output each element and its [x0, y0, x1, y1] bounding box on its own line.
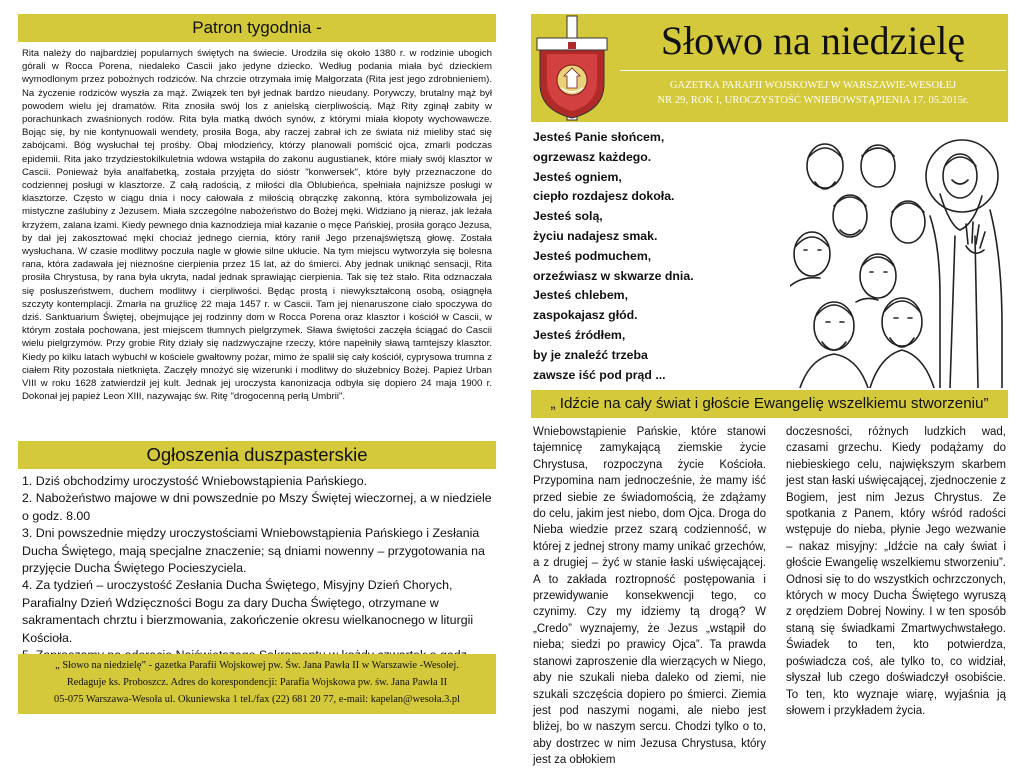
ascension-illustration [790, 126, 1008, 388]
announcement-item: 4. Za tydzień – uroczystość Zesłania Ducha Świętego, Misyjny Dzień Chorych, Parafialny Dzień Wdzięczności Bogu za dary Ducha Świętego, otrzymane w sakramentach chrztu i bierzmowania, zakończenie okresu wielkanocnego w liturgii Kościoła. [22, 578, 474, 645]
footer-line: „ Słowo na niedzielę” - gazetka Parafii Wojskowej pw. Św. Jana Pawła II w Warszawie -Wesołej. [55, 660, 459, 671]
poem [533, 128, 788, 385]
patron-header: Patron tygodnia - [192, 18, 322, 37]
newsletter-subtitle-1: GAZETKA PARAFII WOJSKOWEJ W WARSZAWIE-WESOŁEJ [669, 80, 957, 91]
poem-line: Jesteś źródłem, [533, 327, 626, 342]
poem-line: by je znaleźć trzeba [533, 347, 648, 362]
announcement-item: 3. Dni powszednie między uroczystościami Wniebowstąpienia Pańskiego i Zesłania Ducha Świętego, mają specjalne znaczenie; są dniami nowenny – przygotowania na przyjęcie Ducha Świętego Pocieszyciela. [22, 526, 485, 576]
announcements-header-bar [18, 441, 496, 469]
announcements-list [22, 473, 492, 682]
poem-line: zawsze iść pod prąd ... [533, 367, 666, 382]
poem-line: Jesteś Panie słońcem, [533, 130, 665, 144]
footer-line: 05-075 Warszawa-Wesoła ul. Okuniewska 1 tel./fax (22) 681 20 77, e-mail: kapelan@wesoła.3.pl [54, 694, 460, 705]
patron-text: Rita należy do najbardziej popularnych świętych na świecie. Urodziła się około 1380 r. w rodzinie ubogich górali w Rocca Porena, niedaleko Cascii jako jedyne dziecko. Według podania miała być dzieckiem wymodlonym przez pobożnych rodziców. Na chrzcie otrzymała imię Małgorzata (Rita jest jego zdrobnieniem). Na życzenie rodziców wyszła za mąż. Związek ten był jednak bardzo nieudany. Porywczy, brutalny mąż był powodem wielu jej dramatów. Rita znosiła swój los z anielską cierpliwością. Mąż Rity zginął zabity w porachunkach zwaśnionych rodów. Rita była matką dwóch synów, z którymi miała kłopoty wychowawcze. Bojąc się, by nie kontynuowali wendety, prosiła Boga, aby raczej zabrał ich ze świata niż mieliby stać się zabójcami. Bóg wysłuchał tej prośby. Obaj młodzieńcy, którzy planowali pomścić ojca, zmarli podczas epidemii. Rita jako trzydziestokilkuletnia wdowa wstąpiła do zakonu augustianek, które miały swój klasztor w Cascii. Ponieważ była analfabetką, została przyjęta do sióstr "konwersek", które były przeznaczone do codziennej posługi w klasztorze. Z całą radością, z miłości dla Oblubieńca, spełniała najniższe posługi w klasztorze. Często w ciągu dnia i nocy całowała z miłością obrączkę zakonną, która symbolizowała jej mistyczne zaślubiny z Jezusem. Miała szczególne nabożeństwo do Bożej męki. Widziano ją nieraz, jak leżała krzyżem, zalana łzami. Kiedy pewnego dnia kaznodzieja miał kazanie o męce Pańskiej, prosiła gorąco Jezusa, by dał jej zakosztować męki chociaż jednego ciernia, który ranił Jego przenajświętszą głowę. Została wysłuchana. W czasie modlitwy poczuła nagle w głowie silne ukłucie. Na tym miejscu wytworzyła się bolesna rana, która zadawała jej nieznośne cierpienia przez 15 lat, aż do śmierci. Aby jednak uniknąć sensacji, Rita prosiła Chrystusa, by rana była ukryta, nadal jednak sprawiając cierpienia. Tak się też stało. Rita odznaczała się posłuszeństwem, duchem modlitwy i cierpliwości. Będąc prostą i niewykształconą osobą, osiągnęła szczyty kontemplacji. Zmarła na gruźlicę 22 maja 1457 r. w Cascii. Tam jej nienaruszone ciało spoczywa do dziś. Sanktuarium Świętej, obejmujące jej rodzinny dom w Rocca Porena oraz klasztor i kościół w Cascii, w którym została pochowana, jest miejscem tłumnych pielgrzymek. Sława świętości zaczęła ściągać do Cascii wielu pielgrzymów. Przy grobie Rity działy się nadzwyczajne rzeczy, które napełniły sławą tamtejszy klasztor. Kiedy po kilku latach wybuchł w kościele gwałtowny pożar, mimo że spalił się cały kościół, cyprysowa trumna z ciałem Rity pozostała nietknięta. Zaczęły mnożyć się wizerunki i modlitwy do służebnicy Bożej. Papież Urban VIII w roku 1628 zatwierdził jej kult. Jednak jej uroczysta kanonizacja odbyła się dopiero 24 maja 1900 r. Dokonał jej papież Leon XIII, nazywając św. Ritę "drogocenną perłą Umbrii". [22, 48, 492, 403]
poem-line: zaspokajasz głód. [533, 308, 638, 323]
newsletter-title: Słowo na niedzielę [660, 18, 966, 63]
poem-line: Jesteś chlebem, [533, 288, 629, 303]
announcements-header: Ogłoszenia duszpasterskie [146, 444, 368, 465]
article-column-2: doczesności, różnych ludzkich wad, czasami grzechu. Kiedy podążamy do niebieskiego celu, największym skarbem jest stan łaski uświęcającej, zjednoczenie z Bogiem, jest nim Jezus Chrystus. Ze spotkania z Panem, który wśród radości wstępuje do nieba, płynie Jego wezwanie – nakaz misyjny: „Idźcie na cały świat i głoście Ewangelię wszelkiemu stworzeniu”. Odnosi się to do wszystkich ochrzczonych, których w mocy Ducha Świętego wyruszą z orędziem Dobrej Nowiny. I w ten sposób staną się świadkami Zmartwychwstałego. Świadek to ten, kto potwierdza, poświadcza coś, ale tylko to, co widział, słyszał lub czego doświadczył osobiście. To ten, kto wyznaje wiarę, wyjaśnia ją słowem i przykładem życia. [786, 426, 1006, 717]
announcement-item: 2. Nabożeństwo majowe w dni powszednie po Mszy Świętej wieczornej, a w niedziele o godz. 8.00 [22, 491, 492, 523]
announcement-item: 1. Dziś obchodzimy uroczystość Wniebowstąpienia Pańskiego. [22, 474, 368, 488]
gospel-banner [531, 390, 1008, 418]
poem-line: ogrzewasz każdego. [533, 149, 652, 164]
newsletter-subtitle-2: NR 29, ROK I, UROCZYSTOŚĆ WNIEBOWSTĄPIENIA 17. 05.2015r. [657, 95, 969, 106]
gospel-banner-text: „ Idźcie na cały świat i głoście Ewangelię wszelkiemu stworzeniu” [550, 395, 989, 412]
poem-line: orzeźwiasz w skwarze dnia. [533, 268, 694, 283]
christ-apostles-illustration-icon [790, 126, 1008, 388]
poem-line: Jesteś solą, [533, 209, 603, 224]
poem-line: życiu nadajesz smak. [533, 228, 658, 243]
footer-box [18, 654, 496, 714]
parish-emblem [531, 14, 613, 122]
footer-line: Redaguje ks. Proboszcz. Adres do korespondencji: Parafia Wojskowa pw. św. Jana Pawła II [66, 677, 448, 688]
title-rule [620, 70, 1006, 71]
article-column-1: Wniebowstąpienie Pańskie, które stanowi tajemnicę zamykającą ziemskie życie Chrystusa, rozpoczyna życie Kościoła. Przypomina nam jednocześnie, że mamy iść przed siebie ze świadomością, że zdążamy do celu, jakim jest niebo, dom Ojca. Droga do Nieba wiedzie przez szarą codzienność, w której z jednej strony mamy unikać grzechów, a z drugiej – żyć w stanie łaski uświęcającej. A to zakłada roztropność postępowania i przewidywanie konsekwencji tego, co czynimy. Czy my idziemy tą drogą? W „Credo” wyznajemy, że Jezus „wstąpił do nieba; siedzi po prawicy Ojca”. Ta prawda stanowi zaproszenie dla wierzących w Niego, aby nie szukali nieba daleko od ziemi, nie szukali szczęścia dopiero po śmierci. Ziemia jest pod naszymi nogami, ale niebo jest bliżej, bo w naszym sercu. Chodzi tylko o to, aby dostrzec w nim Jezusa Chrystusa, który jest za obłokiem [533, 426, 766, 767]
emblem-shield-icon [531, 14, 613, 122]
poem-line: Jesteś ogniem, [533, 169, 622, 184]
poem-line: Jesteś podmuchem, [533, 248, 652, 263]
patron-header-bar [18, 14, 496, 42]
poem-line: ciepło rozdajesz dokoła. [533, 189, 675, 204]
